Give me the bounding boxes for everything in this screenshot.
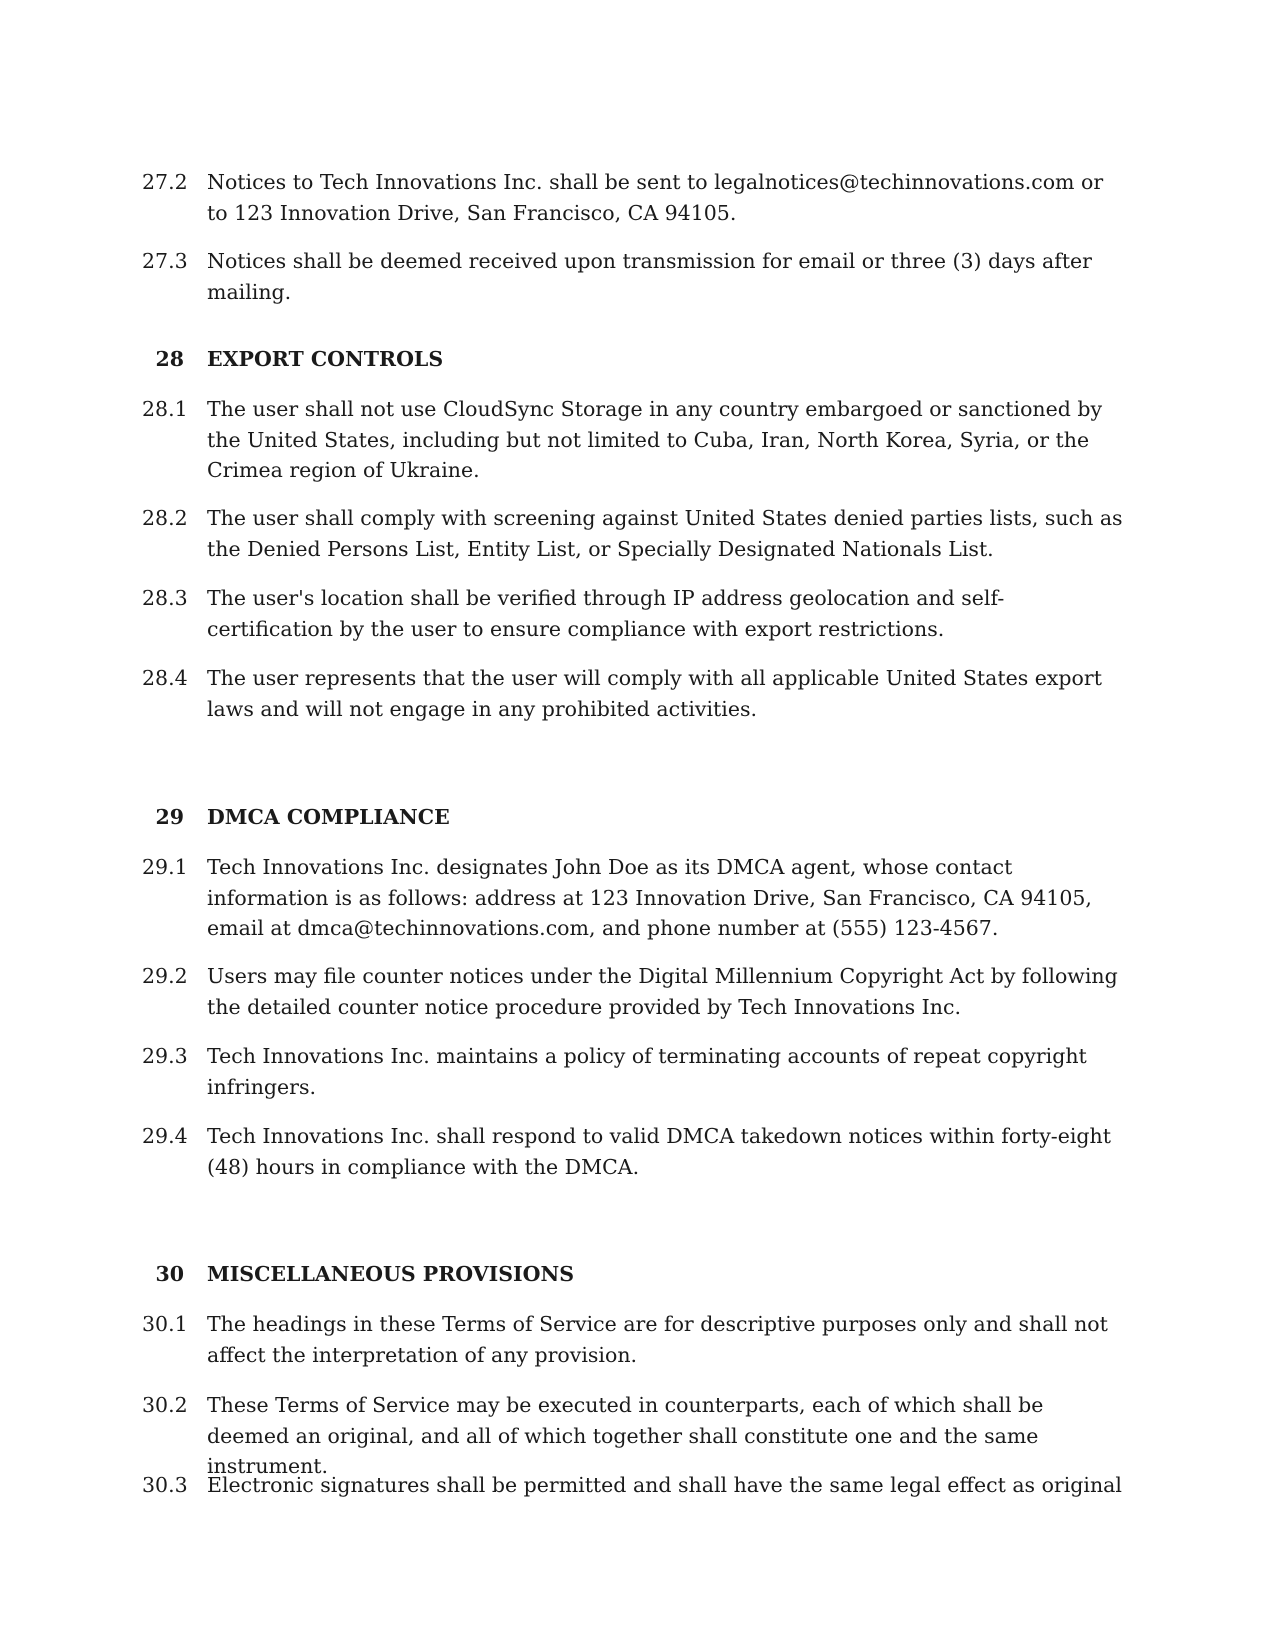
clause-number: 29.4 [142, 1124, 188, 1148]
clause-number: 27.3 [142, 249, 188, 273]
clause-text: The user shall comply with screening against United States denied parties lists, such as the Denied Persons List, Entity List, or Specially Designated Nationals List. [207, 506, 1123, 561]
section-number: 30 [155, 1262, 184, 1286]
clause-number: 30.1 [142, 1312, 188, 1336]
clause-number: 28.2 [142, 506, 188, 530]
section-title: MISCELLANEOUS PROVISIONS [207, 1262, 575, 1286]
section-number: 28 [155, 347, 184, 371]
clause-text: Notices to Tech Innovations Inc. shall be sent to legalnotices@techinnovations.com or to 123 Innovation Drive, San Francisco, CA 94105. [207, 170, 1104, 225]
clause-number: 27.2 [142, 170, 188, 194]
clause-text: The headings in these Terms of Service are for descriptive purposes only and shall not affect the interpretation of any provision. [207, 1312, 1108, 1367]
clause-number: 30.3 [142, 1473, 188, 1497]
clause-text: The user's location shall be verified through IP address geolocation and self-certification by the user to ensure compliance with export restrictions. [207, 586, 1005, 641]
clause-number: 29.3 [142, 1044, 188, 1068]
clause-number: 29.1 [142, 855, 188, 879]
clause-text: Tech Innovations Inc. designates John Doe as its DMCA agent, whose contact information is as follows: address at 123 Innovation Drive, San Francisco, CA 94105, email at dmca@techinnovations.com, and phone number at (555) 123-4567. [207, 855, 1092, 940]
clause-text: The user shall not use CloudSync Storage in any country embargoed or sanctioned by the United States, including but not limited to Cuba, Iran, North Korea, Syria, or the Crimea region of Ukraine. [207, 397, 1103, 482]
section-number: 29 [155, 805, 184, 829]
clause-text: Notices shall be deemed received upon transmission for email or three (3) days after mailing. [207, 249, 1092, 304]
clause-number: 28.4 [142, 666, 188, 690]
section-title: EXPORT CONTROLS [207, 347, 444, 371]
clause-text: These Terms of Service may be executed in counterparts, each of which shall be deemed an original, and all of which together shall constitute one and the same instrument. [207, 1393, 1044, 1478]
clause-text: Users may file counter notices under the Digital Millennium Copyright Act by following the detailed counter notice procedure provided by Tech Innovations Inc. [207, 964, 1118, 1019]
clause-number: 30.2 [142, 1393, 188, 1417]
clause-text: The user represents that the user will comply with all applicable United States export laws and will not engage in any prohibited activities. [207, 666, 1102, 721]
clause-text: Tech Innovations Inc. shall respond to valid DMCA takedown notices within forty-eight (48) hours in compliance with the DMCA. [207, 1124, 1111, 1179]
clause-number: 29.2 [142, 964, 188, 988]
section-title: DMCA COMPLIANCE [207, 805, 450, 829]
clause-number: 28.1 [142, 397, 188, 421]
clause-text: Electronic signatures shall be permitted and shall have the same legal effect as original [207, 1473, 1122, 1497]
clause-text: Tech Innovations Inc. maintains a policy of terminating accounts of repeat copyright infringers. [207, 1044, 1087, 1099]
clause-number: 28.3 [142, 586, 188, 610]
